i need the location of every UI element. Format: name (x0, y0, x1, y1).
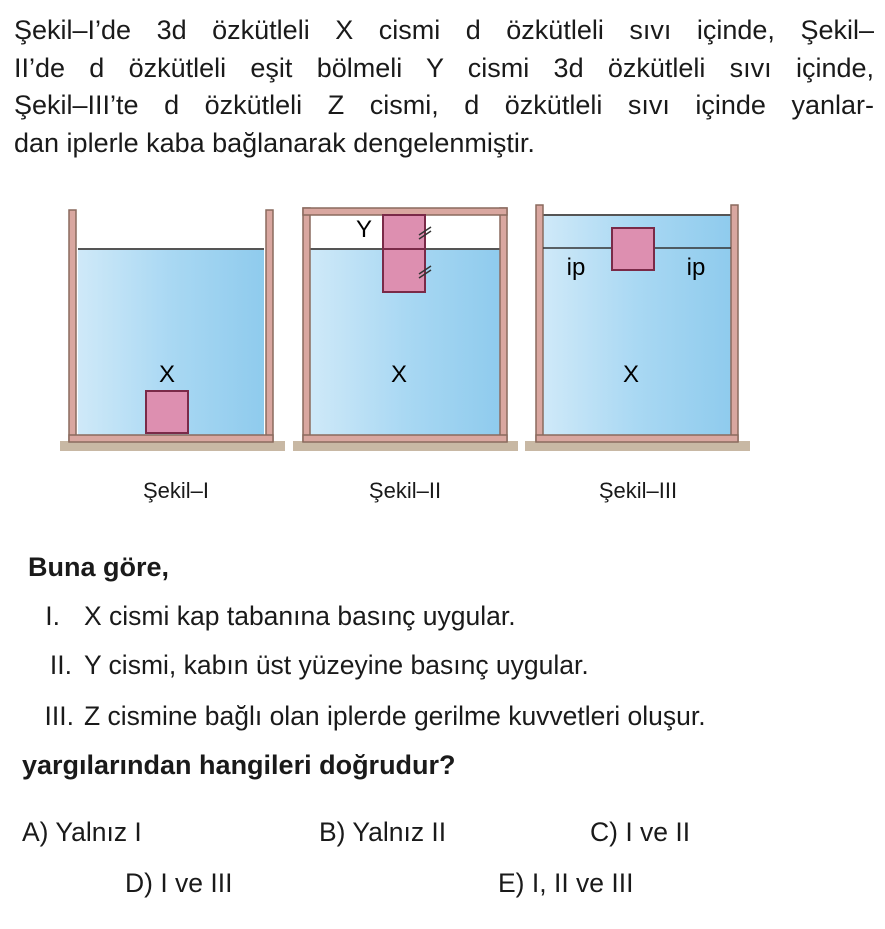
question-text: yargılarından hangileri doğrudur? (22, 750, 456, 780)
label-x-fig2: X (390, 361, 408, 388)
figure-2-container (303, 208, 507, 442)
block-y-upper (383, 215, 425, 249)
box-z (612, 228, 654, 270)
figures-diagram (0, 195, 885, 460)
intro-line-3: Şekil–III’te d özkütleli Z cismi, d özkütleli sıvı içinde yanlar- (14, 90, 874, 120)
question-intro (14, 12, 874, 162)
box-x-fig1 (146, 391, 188, 433)
caption-fig1: Şekil–I (142, 478, 210, 503)
intro-line-4: dan iplerle kaba bağlanarak dengelenmiştir. (14, 127, 535, 158)
figure-3-container (536, 205, 738, 442)
label-ip-left: ip (566, 254, 586, 281)
intro-line-2: II’de d özkütleli eşit bölmeli Y cismi 3d özkütleli sıvı içinde, (14, 52, 874, 83)
statement-number: III. (44, 701, 74, 731)
label-x-fig1: X (158, 361, 176, 388)
label-x-fig3: X (622, 361, 640, 388)
statement-text: Y cismi, kabın üst yüzeyine basınç uygular. (84, 650, 589, 680)
option-e[interactable]: E) I, II ve III (498, 868, 634, 898)
label-y: Y (355, 216, 373, 243)
figure-1-container (69, 210, 273, 442)
statement-text: Z cismine bağlı olan iplerde gerilme kuvvetleri oluşur. (84, 701, 706, 731)
block-y-lower (383, 249, 425, 292)
caption-fig2: Şekil–II (368, 478, 442, 503)
statement-text: X cismi kap tabanına basınç uygular. (84, 601, 516, 631)
statement-number: I. (45, 601, 60, 631)
intro-line-1: Şekil–I’de 3d özkütleli X cismi d özkütleli sıvı içinde, Şekil– (14, 15, 874, 45)
option-d[interactable]: D) I ve III (125, 868, 233, 898)
option-c[interactable]: C) I ve II (590, 817, 691, 847)
lead-text: Buna göre, (28, 552, 170, 582)
option-b[interactable]: B) Yalnız II (319, 817, 447, 847)
caption-fig3: Şekil–III (598, 478, 678, 503)
option-a[interactable]: A) Yalnız I (22, 817, 142, 847)
statement-number: II. (49, 650, 72, 680)
label-ip-right: ip (686, 254, 706, 281)
